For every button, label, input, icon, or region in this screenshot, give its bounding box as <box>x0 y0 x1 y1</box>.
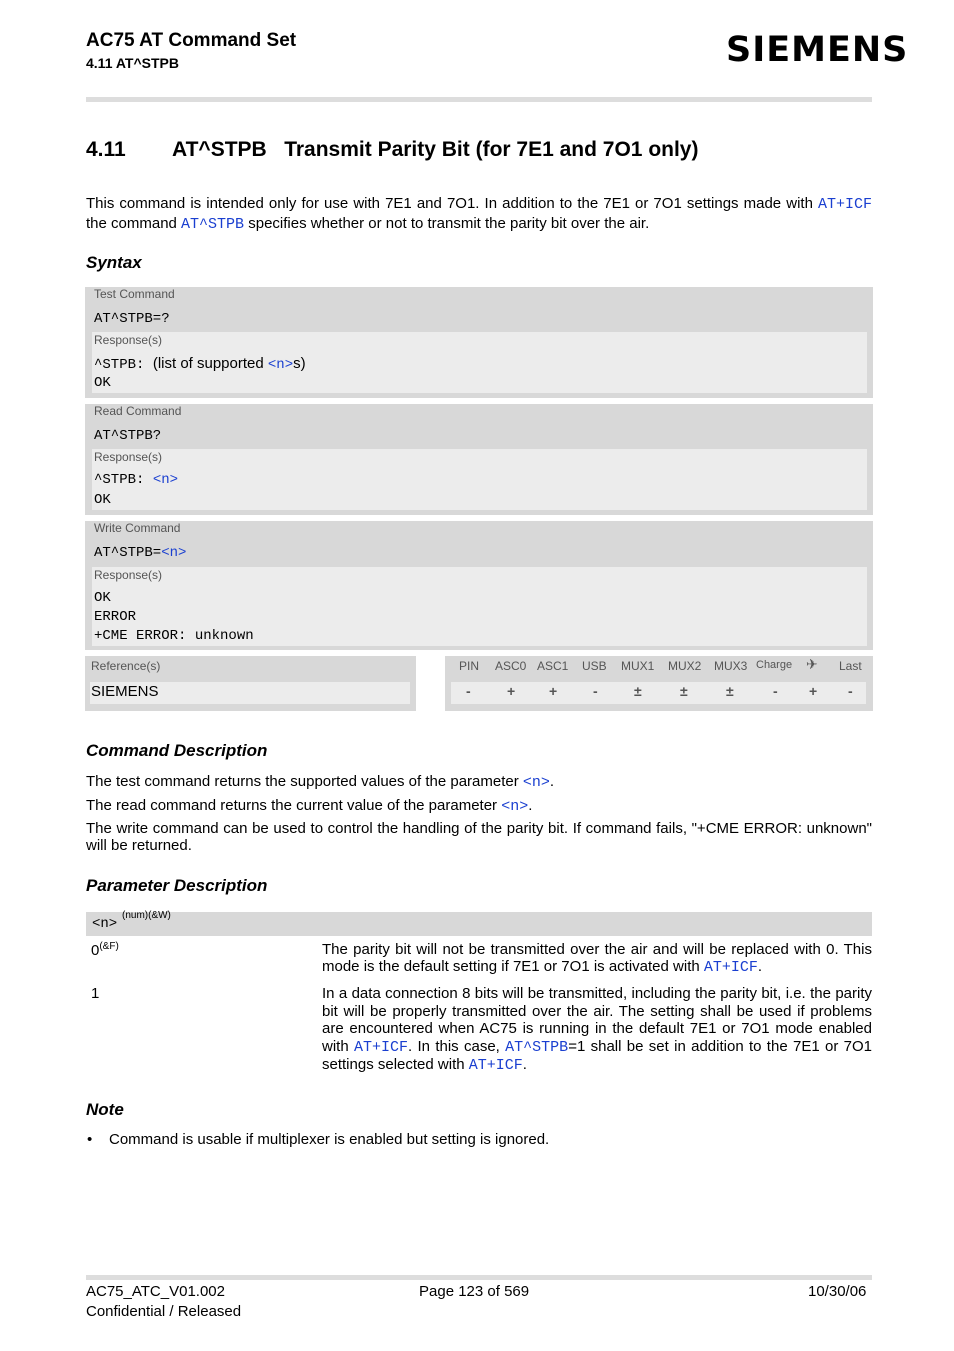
intro-text: This command is intended only for use with 7E1 and 7O1. In addition to the 7E1 or 7O1 settings made with <box>86 195 818 212</box>
write-command-label: Write Command <box>94 521 181 535</box>
read-response-line <box>94 472 178 488</box>
read-response-ok: OK <box>94 492 111 508</box>
write-response-line: +CME ERROR: unknown <box>94 628 254 644</box>
param-n-link[interactable]: <n> <box>161 545 187 561</box>
bullet-icon: • <box>87 1131 93 1148</box>
parameter-superscript: (num)(&W) <box>122 910 171 921</box>
value-last: - <box>848 683 853 699</box>
interface-table <box>445 656 873 711</box>
write-response-box <box>92 567 867 646</box>
section-number: 4.11 <box>86 138 126 161</box>
test-response-box <box>92 332 867 393</box>
header-divider <box>86 97 872 102</box>
value-mux1: ± <box>634 683 642 699</box>
document-title: AC75 AT Command Set <box>86 30 297 51</box>
value-asc0: + <box>507 683 516 699</box>
col-charge: Charge <box>756 659 793 671</box>
param-value-1-description <box>322 985 872 1075</box>
read-response-box <box>92 449 867 510</box>
parameter-description-heading: Parameter Description <box>86 876 268 895</box>
value-description-text: . In this case, <box>408 1037 506 1055</box>
test-response-ok: OK <box>94 375 111 391</box>
read-command: AT^STPB? <box>94 428 162 444</box>
col-usb: USB <box>582 659 607 673</box>
airplane-icon: ✈ <box>806 656 818 672</box>
footer-doc-id: AC75_ATC_V01.002 <box>86 1283 225 1300</box>
intro-text: specifies whether or not to transmit the parity bit over the air. <box>244 215 650 232</box>
col-mux1: MUX1 <box>621 659 655 673</box>
footer-divider <box>86 1275 872 1280</box>
interface-values-row <box>451 682 866 704</box>
note-item: Command is usable if multiplexer is enabled but setting is ignored. <box>109 1131 550 1148</box>
param-value-1: 1 <box>91 985 100 1002</box>
link-at-icf[interactable]: AT+ICF <box>703 959 758 976</box>
parameter-name: <n> <box>92 916 118 932</box>
command-description-line <box>86 796 872 816</box>
col-asc0: ASC0 <box>495 659 527 673</box>
response-label: Response(s) <box>94 333 163 347</box>
value-asc1: + <box>549 683 558 699</box>
col-mux3: MUX3 <box>714 659 748 673</box>
test-command-box <box>85 287 873 398</box>
write-response-line: OK <box>94 590 111 606</box>
description-text: . <box>528 797 533 814</box>
read-command-box <box>85 404 873 515</box>
section-title: AT^STPB Transmit Parity Bit (for 7E1 and 7O1 only) <box>172 138 699 161</box>
footer-page-number: Page 123 of 569 <box>419 1283 530 1300</box>
value-airplane: + <box>809 683 818 699</box>
response-text: (list of supported <box>152 355 268 372</box>
write-response-line: ERROR <box>94 609 137 625</box>
link-at-stpb[interactable]: AT^STPB <box>181 216 245 233</box>
param-n-link[interactable]: <n> <box>152 472 179 488</box>
param-n-link[interactable]: <n> <box>267 357 294 373</box>
description-text: The test command returns the supported values of the parameter <box>86 773 523 790</box>
read-command-label: Read Command <box>94 404 182 418</box>
reference-value-cell <box>90 682 410 704</box>
value-mux3: ± <box>726 683 734 699</box>
link-at-icf[interactable]: AT+ICF <box>354 1038 409 1056</box>
response-prefix: ^STPB: <box>94 472 153 488</box>
response-prefix: ^STPB: <box>94 357 145 373</box>
command-description-line <box>86 772 872 792</box>
footer-status: Confidential / Released <box>86 1303 242 1320</box>
param-value-0-description <box>322 941 872 976</box>
response-label: Response(s) <box>94 568 163 582</box>
reference-box <box>85 656 416 711</box>
document-subtitle: 4.11 AT^STPB <box>86 55 179 71</box>
write-command <box>94 545 186 561</box>
value-description-text: The parity bit will not be transmitted over the air and will be replaced with 0. This mode is the default setting if 7E1 or 7O1 is activated with <box>322 941 872 975</box>
value-description-text: In a data connection 8 bits will be transmitted, including the parity bit, i.e. the parity bit will be properly transmitted over the air. The setting shall be used if problems are encountered when AC75 is running in the default 7E1 or 7O1 mode enabled with <box>322 985 872 1055</box>
test-response-line <box>94 355 306 373</box>
link-at-stpb[interactable]: AT^STPB <box>505 1038 569 1056</box>
link-at-icf[interactable]: AT+ICF <box>468 1057 523 1074</box>
value-description-text: =1 shall be set in addition to the 7E1 or 7O1 settings selected with <box>322 1037 872 1073</box>
param-n-link[interactable]: <n> <box>522 774 550 791</box>
section-heading <box>86 138 698 162</box>
command-prefix: AT^STPB= <box>94 545 162 561</box>
intro-paragraph <box>86 194 872 234</box>
value-mux2: ± <box>680 683 688 699</box>
response-text: s) <box>293 355 306 372</box>
description-text: The read command returns the current value of the parameter <box>86 797 502 814</box>
siemens-logo: SIEMENS <box>726 30 909 70</box>
parameter-header <box>86 912 872 936</box>
link-at-icf[interactable]: AT+ICF <box>817 196 872 213</box>
note-heading: Note <box>86 1100 124 1119</box>
intro-text: the command <box>86 215 182 232</box>
command-description-heading: Command Description <box>86 741 268 760</box>
footer-date: 10/30/06 <box>808 1283 867 1300</box>
write-command-box <box>85 521 873 650</box>
col-last: Last <box>839 659 862 673</box>
reference-label: Reference(s) <box>91 659 161 673</box>
response-label: Response(s) <box>94 450 163 464</box>
value-description-text: . <box>522 1056 527 1073</box>
command-description-line: The write command can be used to control the handling of the parity bit. If command fails, "+CME ERROR: unknown" will be returned. <box>86 820 872 854</box>
value-description-text: . <box>757 958 763 975</box>
reference-value: SIEMENS <box>91 683 159 700</box>
col-pin: PIN <box>459 659 480 673</box>
param-n-link[interactable]: <n> <box>501 798 529 815</box>
value-charge: - <box>773 683 778 699</box>
value-usb: - <box>593 683 598 699</box>
param-value-0 <box>91 941 119 959</box>
col-mux2: MUX2 <box>668 659 702 673</box>
value-pin: - <box>466 683 471 699</box>
col-asc1: ASC1 <box>537 659 569 673</box>
test-command: AT^STPB=? <box>94 311 170 327</box>
test-command-label: Test Command <box>94 287 175 301</box>
value-text: 0 <box>91 942 100 959</box>
value-superscript: (&F) <box>99 941 119 952</box>
syntax-heading: Syntax <box>86 253 142 272</box>
description-text: . <box>549 773 555 790</box>
